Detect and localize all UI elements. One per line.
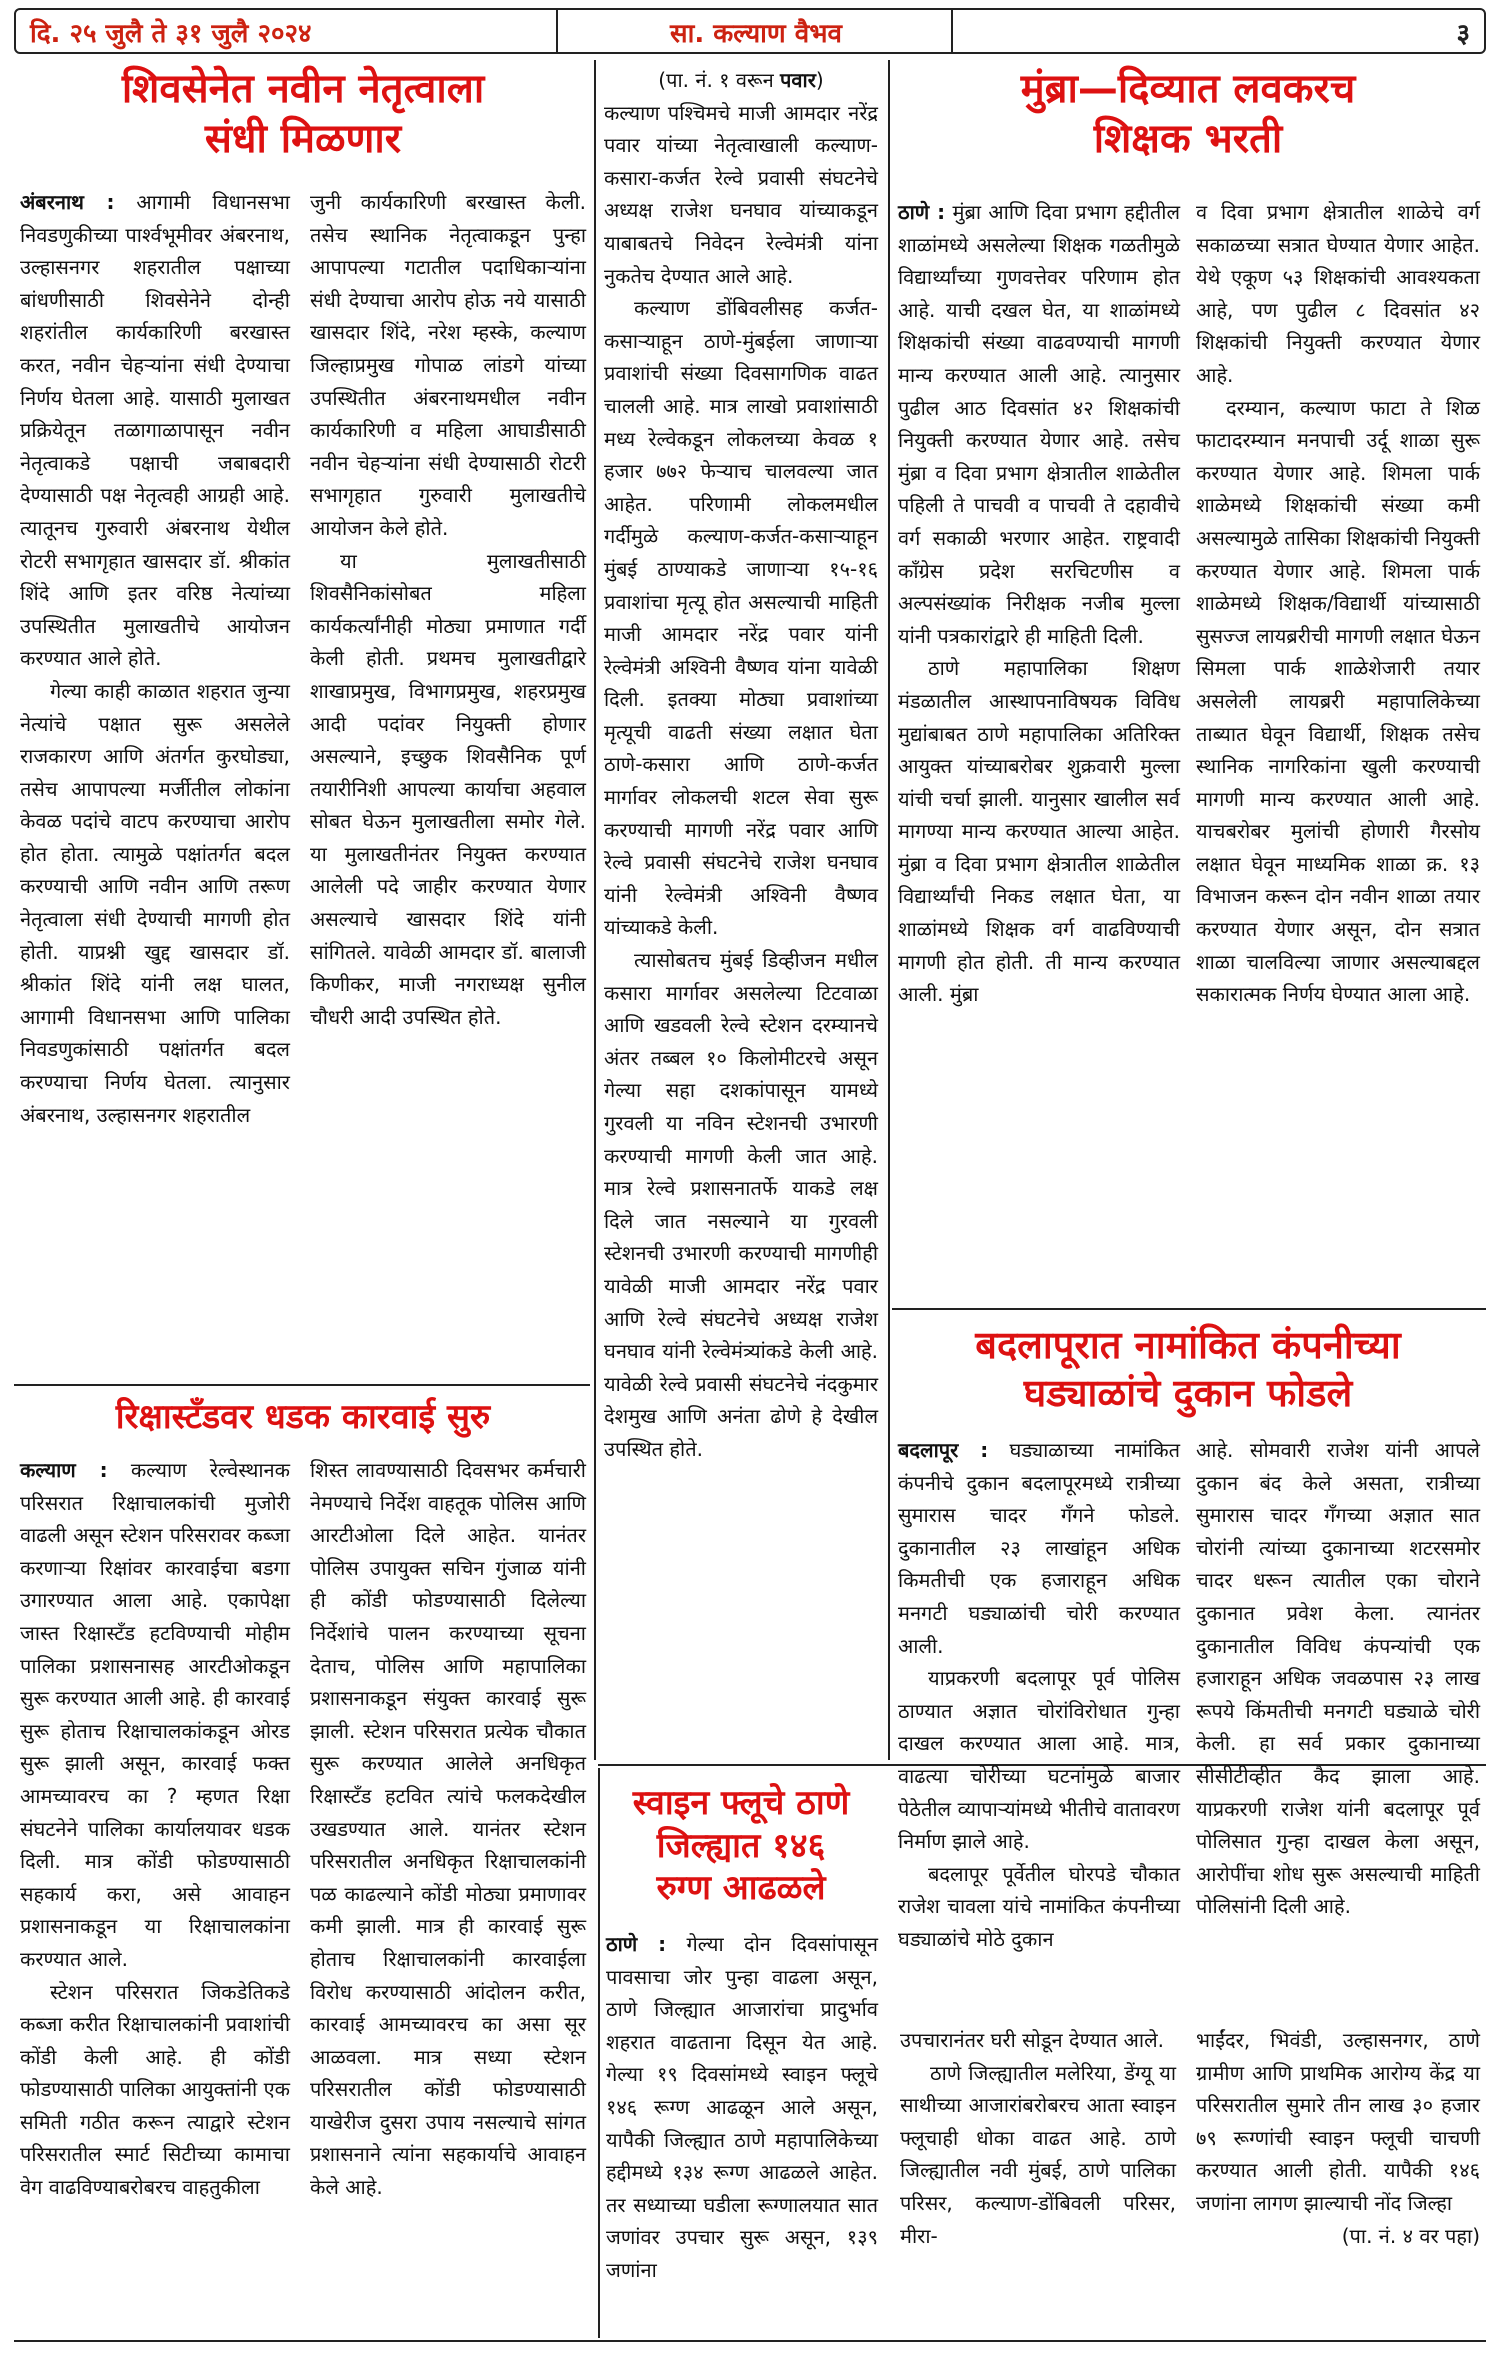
headline-line: रिक्षास्टँडवर धडक कारवाई सुरु xyxy=(115,1397,491,1437)
paragraph: बदलापूर पूर्वेतील घोरपडे चौकात राजेश चावला यांचे नामांकित कंपनीच्या घड्याळांचे मोठे दुकान xyxy=(898,1861,1180,1951)
continuation-label-close: ) xyxy=(815,68,824,92)
paragraph: कल्याण पश्चिमचे माजी आमदार नरेंद्र पवार यांच्या नेतृत्वाखाली कल्याण-कसारा-कर्जत रेल्वे प्रवासी संघटनेचे अध्यक्ष राजेश घनघाव यांच्याकडून याबाबतचे निवेदन रेल्वेमंत्री यांना नुकतेच देण्यात आले आहे. xyxy=(604,100,878,288)
paragraph: भाईंदर, भिवंडी, उल्हासनगर, ठाणे ग्रामीण आणि प्राथमिक आरोग्य केंद्र या परिसरातील सुमारे तीन लाख ३० हजार ७९ रूग्णांची स्वाइन फ्लूची चाचणी करण्यात आली होती. यापैकी १४६ जणांना लागण झाल्याची नोंद जिल्हा xyxy=(1196,2028,1480,2215)
paragraph: व दिवा प्रभाग क्षेत्रातील शाळेचे वर्ग सकाळच्या सत्रात घेण्यात येणार आहेत. येथे एकूण ५३ शिक्षकांची आवश्यकता आहे, पण पुढील ८ दिवसांत ४२ शिक्षकांची नियुक्ती करण्यात येणार आहे. xyxy=(1196,200,1480,387)
headline-line: घड्याळांचे दुकान फोडले xyxy=(1023,1370,1353,1415)
paragraph: ठाणे जिल्ह्यातील मलेरिया, डेंग्यू या साथीच्या आजारांबरोबरच आता स्वाइन फ्लूचाही धोका वाढत आहे. ठाणे जिल्ह्यातील नवी मुंबई, ठाणे पालिका परिसर, कल्याण-डोंबिवली परिसर, मीरा- xyxy=(900,2060,1176,2248)
header-divider xyxy=(556,10,558,52)
dateline: अंबरनाथ : xyxy=(20,190,115,214)
paragraph: आगामी विधानसभा निवडणुकीच्या पार्श्वभूमीवर अंबरनाथ, उल्हासनगर शहरातील पक्षाच्या बांधणीसाठी शिवसेनेने दोन्ही शहरांतील कार्यकारिणी बरखास्त करत, नवीन चेहऱ्यांना संधी देण्याचा निर्णय घेतला आहे. यासाठी मुलाखत प्रक्रियेतून तळागाळापासून नवीन नेतृत्वाकडे पक्षाची जबाबदारी देण्यासाठी पक्ष नेतृत्वही आग्रही आहे. त्यातूनच गुरुवारी अंबरनाथ येथील रोटरी सभागृहात खासदार डॉ. श्रीकांत शिंदे आणि इतर वरिष्ठ नेत्यांच्या उपस्थितीत मुलाखतीचे आयोजन करण्यात आले होते. xyxy=(20,190,290,671)
header-divider xyxy=(951,10,953,52)
article-column xyxy=(1196,1434,1480,1923)
paragraph: शिस्त लावण्यासाठी दिवसभर कर्मचारी नेमण्याचे निर्देश वाहतूक पोलिस आणि आरटीओला दिले आहेत. यानंतर पोलिस उपायुक्त सचिन गुंजाळ यांनी ही कोंडी फोडण्यासाठी दिलेल्या निर्देशांचे पालन करण्याच्या सूचना देताच, पोलिस आणि महापालिका प्रशासनाकडून संयुक्त कारवाई सुरू झाली. स्टेशन परिसरात प्रत्येक चौकात सुरू करण्यात आलेले अनधिकृत रिक्षास्टँड हटवित त्यांचे फलकदेखील उखडण्यात आले. यानंतर स्टेशन परिसरातील अनधिकृत रिक्षाचालकांनी पळ काढल्याने कोंडी मोठ्या प्रमाणावर कमी झाली. मात्र ही कारवाई सुरू होताच रिक्षाचालकांनी कारवाईला विरोध करण्यासाठी आंदोलन करीत, कारवाई आमच्यावरच का असा सूर आळवला. मात्र सध्या स्टेशन परिसरातील कोंडी फोडण्यासाठी याखेरीज दुसरा उपाय नसल्याचे सांगत प्रशासनाने त्यांना सहकार्याचे आवाहन केले आहे. xyxy=(310,1458,586,2200)
paragraph: दरम्यान, कल्याण फाटा ते शिळ फाटादरम्यान मनपाची उर्दू शाळा सुरू करण्यात येणार आहे. शिमला पार्क शाळेमध्ये शिक्षकांची संख्या कमी असल्यामुळे तासिका शिक्षकांची नियुक्ती करण्यात येणार आहे. शिमला पार्क शाळेमध्ये शिक्षक/विद्यार्थी यांच्यासाठी सुसज्ज लायब्ररीची मागणी लक्षात घेऊन सिमला पार्क शाळेशेजारी तयार असलेली लायब्ररी महापालिकेच्या ताब्यात घेवून विद्यार्थी, शिक्षक तसेच स्थानिक नागरिकांना खुली करण्याची मागणी मान्य करण्यात आली आहे. याचबरोबर मुलांची होणारी गैरसोय लक्षात घेवून माध्यमिक शाळा क्र. १३ विभाजन करून दोन नवीन शाळा तयार करण्यात येणार असून, दोन सत्रात शाळा चालविल्या जाणार असल्याबद्दल सकारात्मक निर्णय घेण्यात आला आहे. xyxy=(1196,395,1480,1007)
paragraph: गेल्या काही काळात शहरात जुन्या नेत्यांचे पक्षात सुरू असलेले राजकारण आणि अंतर्गत कुरघोड्या, तसेच आपापल्या मर्जीतील लोकांना केवळ पदांचे वाटप करण्याचा आरोप होत होता. त्यामुळे पक्षांतर्गत बदल करण्याची आणि नवीन आणि तरूण नेतृत्वाला संधी देण्याची मागणी होत होती. याप्रश्नी खुद्द खासदार डॉ. श्रीकांत शिंदे यांनी लक्ष घालत, आगामी विधानसभा आणि पालिका निवडणुकांसाठी पक्षांतर्गत बदल करण्याचा निर्णय घेतला. त्यानुसार अंबरनाथ, उल्हासनगर शहरातील xyxy=(20,678,290,1127)
article-column xyxy=(20,186,290,1131)
page-number: ३ xyxy=(1456,19,1470,49)
article-column xyxy=(310,1454,586,2204)
paragraph: ठाणे महापालिका शिक्षण मंडळातील आस्थापनाविषयक विविध मुद्यांबाबत ठाणे महापालिका अतिरिक्त आयुक्त यांच्याबरोबर शुक्रवारी मुल्ला यांची चर्चा झाली. यानुसार खालील सर्व मागण्या मान्य करण्यात आल्या आहेत. मुंब्रा व दिवा प्रभाग क्षेत्रातील शाळेतील विद्यार्थ्यांची निकड लक्षात घेता, या शाळांमध्ये शिक्षक वर्ग वाढविण्याची मागणी होत होती. ती मान्य करण्यात आली. मुंब्रा xyxy=(898,656,1180,1007)
column-rule xyxy=(888,60,890,1760)
headline-line: जिल्ह्यात १४६ xyxy=(656,1825,826,1866)
headline-line: शिवसेनेत नवीन नेतृत्वाला xyxy=(121,66,485,112)
headline-line: संधी मिळणार xyxy=(204,116,402,162)
paragraph: त्यासोबतच मुंबई डिव्हीजन मधील कसारा मार्गावर असलेल्या टिटवाळा आणि खडवली रेल्वे स्टेशन दरम्यानचे अंतर तब्बल १० किलोमीटरचे असून गेल्या सहा दशकांपासून यामध्ये गुरवली या नविन स्टेशनची उभारणी करण्याची मागणी केली जात आहे. मात्र रेल्वे प्रशासनातर्फे याकडे लक्ष दिले जात नसल्याने या गुरवली स्टेशनची उभारणी करण्याची मागणीही यावेळी माजी आमदार नरेंद्र पवार आणि रेल्वे संघटनेचे अध्यक्ष राजेश घनघाव यांनी रेल्वेमंत्र्यांकडे केली आहे. यावेळी रेल्वे प्रवासी संघटनेचे नंदकुमार देशमुख आणि अनंता ढोणे हे देखील उपस्थित होते. xyxy=(604,948,878,1461)
dateline: ठाणे : xyxy=(898,200,946,224)
continuation-note: (पा. नं. ४ वर पहा) xyxy=(1341,2223,1480,2248)
headline-line: रुग्ण आढळले xyxy=(656,1868,826,1908)
paragraph: गेल्या दोन दिवसांपासून पावसाचा जोर पुन्हा वाढला असून, ठाणे जिल्ह्यात आजारांचा प्रादुर्भाव शहरात वाढताना दिसून येत आहे. गेल्या १९ दिवसांमध्ये स्वाइन फ्लूचे १४६ रूग्ण आढळून आले असून, यापैकी जिल्ह्यात ठाणे महापालिकेच्या हद्दीमध्ये १३४ रूग्ण आढळले आहेत. तर सध्याच्या घडीला रूग्णालयात सात जणांवर उपचार सुरू असून, १३९ जणांना xyxy=(606,1932,879,2282)
article-headline xyxy=(896,1322,1480,1417)
article-headline xyxy=(20,1396,586,1439)
paragraph: घड्याळाच्या नामांकित कंपनीचे दुकान बदलापूरमध्ये रात्रीच्या सुमारास चादर गँगने फोडले. दुकानातील २३ लाखांहून अधिक किमतीची एक हजाराहून अधिक मनगटी घड्याळांची चोरी करण्यात आली. xyxy=(898,1438,1180,1658)
article-headline xyxy=(20,64,586,164)
article-headline xyxy=(896,64,1480,164)
article-column xyxy=(898,196,1180,1011)
paragraph: कल्याण डोंबिवलीसह कर्जत-कसाऱ्याहून ठाणे-मुंबईला जाणाऱ्या प्रवाशांची संख्या दिवसागणिक वाढत चालली आहे. मात्र लाखो प्रवाशांसाठी मध्य रेल्वेकडून लोकलच्या केवळ १ हजार ७७२ फेऱ्याच चालवल्या जात आहेत. परिणामी लोकलमधील गर्दीमुळे कल्याण-कर्जत-कसाऱ्याहून मुंबई ठाण्याकडे जाणाऱ्या १५-१६ प्रवाशांचा मृत्यू होत असल्याची माहिती माजी आमदार नरेंद्र पवार यांनी रेल्वेमंत्री अश्विनी वैष्णव यांना यावेळी दिली. इतक्या मोठ्या प्रवाशांच्या मृत्यूची वाढती संख्या लक्षात घेता ठाणे-कसारा आणि ठाणे-कर्जत मार्गावर लोकलची शटल सेवा सुरू करण्याची मागणी नरेंद्र पवार आणि रेल्वे प्रवासी संघटनेचे राजेश घनघाव यांनी रेल्वेमंत्री अश्विनी वैष्णव यांच्याकडे केली. xyxy=(604,296,878,940)
page-bottom-rule xyxy=(14,2340,1486,2342)
headline-line: स्वाइन फ्लूचे ठाणे xyxy=(632,1783,850,1823)
article-headline xyxy=(604,1782,878,1910)
article-column xyxy=(310,186,586,1033)
paragraph: स्टेशन परिसरात जिकडेतिकडे कब्जा करीत रिक्षाचालकांनी प्रवाशांची कोंडी केली आहे. ही कोंडी फोडण्यासाठी पालिका आयुक्तांनी एक समिती गठीत करून त्याद्वारे स्टेशन परिसरातील स्मार्ट सिटीच्या कामाचा वेग वाढविण्याबरोबरच वाहतुकीला xyxy=(20,1979,291,2200)
article-column xyxy=(898,1434,1180,1956)
continuation-keyword: पवार xyxy=(780,68,816,92)
dateline: बदलापूर : xyxy=(898,1438,989,1462)
issue-date: दि. २५ जुलै ते ३१ जुलै २०२४ xyxy=(30,19,312,49)
column-rule xyxy=(594,60,596,1760)
paragraph: आहे. सोमवारी राजेश यांनी आपले दुकान बंद केले असता, रात्रीच्या सुमारास चादर गँगच्या अज्ञात सात चोरांनी त्यांच्या दुकानाच्या शटरसमोर चादर धरून त्यातील एका चोराने दुकानात प्रवेश केला. त्यानंतर दुकानातील विविध कंपन्यांची एक हजाराहून अधिक जवळपास २३ लाख रूपये किंमतीची मनगटी घड्याळे चोरी केली. हा सर्व प्रकार दुकानाच्या सीसीटीव्हीत कैद झाला आहे. याप्रकरणी राजेश यांनी बदलापूर पूर्व पोलिसात गुन्हा दाखल केला असून, आरोपींचा शोध सुरू असल्याची माहिती पोलिसांनी दिली आहे. xyxy=(1196,1438,1480,1919)
section-rule xyxy=(14,1384,590,1386)
newspaper-name: सा. कल्याण वैभव xyxy=(670,19,842,49)
dateline: ठाणे : xyxy=(606,1932,667,1956)
paragraph: या मुलाखतीसाठी शिवसैनिकांसोबत महिला कार्यकर्त्यांनीही मोठ्या प्रमाणात गर्दी केली होती. प्रथमच मुलाखतीद्वारे शाखाप्रमुख, विभागप्रमुख, शहरप्रमुख आदी पदांवर नियुक्ती होणार असल्याने, इच्छुक शिवसैनिक पूर्ण तयारीनिशी आपल्या कार्याचा अहवाल सोबत घेऊन मुलाखतीला समोर गेले. या मुलाखतीनंतर नियुक्त करण्यात आलेली पदे जाहीर करण्यात येणार असल्याचे खासदार शिंदे यांनी सांगितले. यावेळी आमदार डॉ. बालाजी किणीकर, माजी नगराध्यक्ष सुनील चौधरी आदी उपस्थित होते. xyxy=(310,548,586,1029)
continuation-label: (पा. नं. १ वरून xyxy=(658,68,774,92)
article-column xyxy=(20,1454,290,2204)
article-column xyxy=(1196,2024,1480,2252)
paragraph: उपचारानंतर घरी सोडून देण्यात आले. xyxy=(900,2028,1165,2052)
article-column xyxy=(606,1928,878,2287)
column-rule xyxy=(598,1768,600,2338)
paragraph: कल्याण रेल्वेस्थानक परिसरात रिक्षाचालकांची मुजोरी वाढली असून स्टेशन परिसरावर कब्जा करणाऱ्या रिक्षांवर कारवाईचा बडगा उगारण्यात आला आहे. एकापेक्षा जास्त रिक्षास्टँड हटविण्याची मोहीम पालिका प्रशासनासह आरटीओकडून सुरू करण्यात आली आहे. ही कारवाई सुरू होताच रिक्षाचालकांकडून ओरड सुरू झाली असून, कारवाई फक्त आमच्यावरच का ? म्हणत रिक्षा संघटनेने पालिका कार्यालयावर धडक दिली. मात्र कोंडी फोडण्यासाठी सहकार्य करा, असे आवाहन प्रशासनाकडून या रिक्षाचालकांना करण्यात आले. xyxy=(20,1458,290,1971)
dateline: कल्याण : xyxy=(20,1458,108,1482)
section-rule xyxy=(892,1308,1486,1310)
article-column xyxy=(604,64,878,1466)
headline-line: बदलापूरात नामांकित कंपनीच्या xyxy=(975,1323,1401,1367)
headline-line: मुंब्रा—दिव्यात लवकरच xyxy=(1020,66,1356,112)
headline-line: शिक्षक भरती xyxy=(1093,116,1283,162)
page-header xyxy=(14,8,1486,54)
article-column xyxy=(900,2024,1176,2252)
paragraph: याप्रकरणी बदलापूर पूर्व पोलिस ठाण्यात अज्ञात चोरांविरोधात गुन्हा दाखल करण्यात आला आहे. मात्र, वाढत्या चोरीच्या घटनांमुळे बाजार पेठेतील व्यापाऱ्यांमध्ये भीतीचे वातावरण निर्माण झाले आहे. xyxy=(898,1666,1180,1854)
paragraph: जुनी कार्यकारिणी बरखास्त केली. तसेच स्थानिक नेतृत्वाकडून पुन्हा आपापल्या गटातील पदाधिकाऱ्यांना संधी देण्याचा आरोप होऊ नये यासाठी खासदार शिंदे, नरेश म्हस्के, कल्याण जिल्हाप्रमुख गोपाळ लांडगे यांच्या उपस्थितीत अंबरनाथमधील नवीन कार्यकारिणी व महिला आघाडीसाठी नवीन चेहऱ्यांना संधी देण्यासाठी रोटरी सभागृहात गुरुवारी मुलाखतीचे आयोजन केले होते. xyxy=(310,190,586,540)
paragraph: मुंब्रा आणि दिवा प्रभाग हद्दीतील शाळांमध्ये असलेल्या शिक्षक गळतीमुळे विद्यार्थ्यांच्या गुणवत्तेवर परिणाम होत आहे. याची दखल घेत, या शाळांमध्ये शिक्षकांची संख्या वाढवण्याची मागणी मान्य करण्यात आली आहे. त्यानुसार पुढील आठ दिवसांत ४२ शिक्षकांची नियुक्ती करण्यात येणार आहे. तसेच मुंब्रा व दिवा प्रभाग क्षेत्रातील शाळेतील पहिली ते पाचवी व पाचवी ते दहावीचे वर्ग सकाळी भरणार आहेत. राष्ट्रवादी काँग्रेस प्रदेश सरचिटणीस व अल्पसंख्यांक निरीक्षक नजीब मुल्ला यांनी पत्रकारांद्वारे ही माहिती दिली. xyxy=(898,200,1181,648)
article-column xyxy=(1196,196,1480,1011)
